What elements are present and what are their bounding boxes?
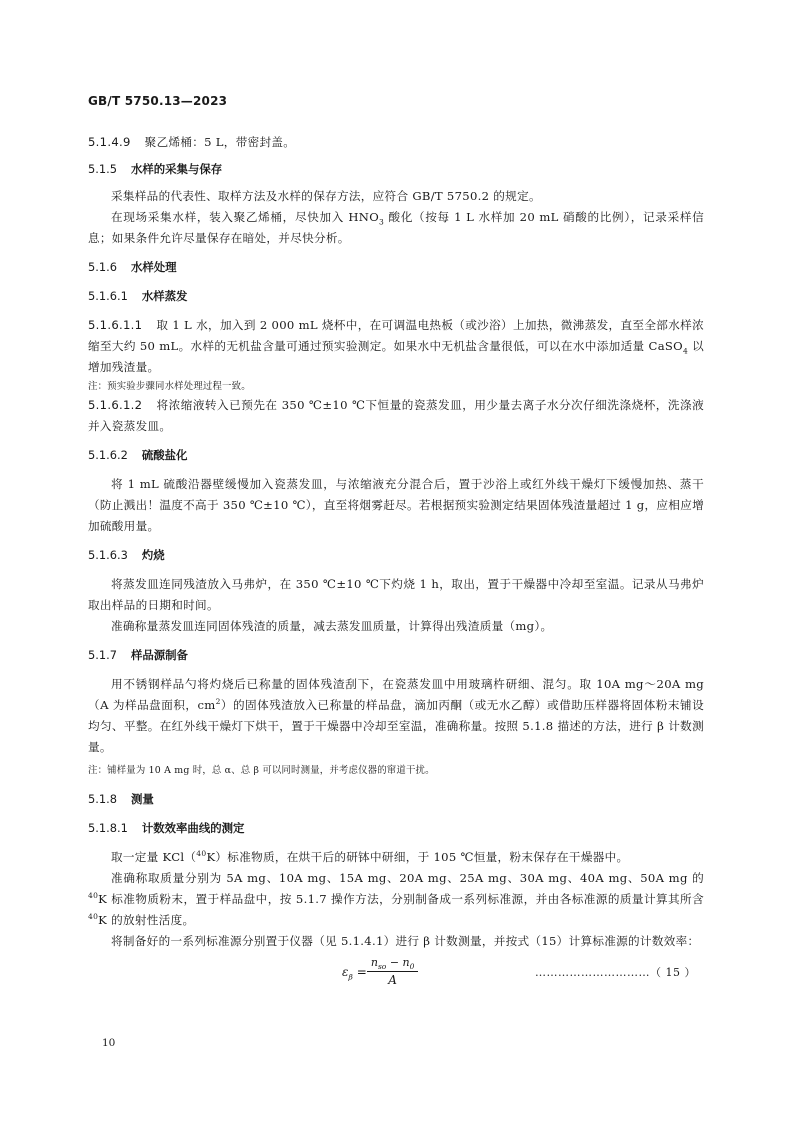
heading-number: 5.1.6	[88, 260, 117, 274]
paragraph	[88, 674, 704, 758]
subscript: 0	[409, 962, 415, 972]
superscript: 2	[215, 697, 221, 707]
heading-number: 5.1.8.1	[88, 821, 128, 835]
epsilon-symbol: ε	[342, 964, 349, 979]
text-run: ）的固体残渣放入已称量的样品盘，滴加丙酮（或无水乙醇）或借助压样器将固体粉末铺设均匀、平整。在红外线干燥灯下烘干，置于干燥器中冷却至室温，准确称量。按照 5.1.8 描述的方法，进行 β 计数测量。	[88, 698, 704, 754]
heading-5-1-5	[88, 159, 704, 180]
text-run: 取一定量 KCl（	[111, 850, 197, 864]
heading-number: 5.1.5	[88, 162, 117, 176]
heading-5-1-6	[88, 257, 704, 278]
paragraph	[88, 207, 704, 249]
clause-5-1-6-1-1	[88, 315, 704, 378]
clause-number: 5.1.6.1.2	[88, 398, 143, 412]
heading-number: 5.1.6.2	[88, 448, 128, 462]
formula-15	[88, 956, 704, 996]
heading-title: 水样的采集与保存	[130, 162, 223, 176]
clause-text: 将浓缩液转入已预先在 350 ℃±10 ℃下恒量的瓷蒸发皿，用少量去离子水分次仔细洗涤烧杯，洗涤液并入瓷蒸发皿。	[88, 398, 704, 433]
clause-5-1-4-9	[88, 132, 704, 153]
superscript: 40	[88, 912, 99, 922]
heading-5-1-6-3	[88, 545, 704, 566]
heading-title: 测量	[130, 792, 154, 806]
heading-title: 计数效率曲线的测定	[141, 821, 245, 835]
text-run: 以增加残渣量。	[88, 339, 704, 374]
fraction-denominator: A	[388, 973, 397, 987]
equation-number: …………………………（ 15 ）	[535, 966, 696, 979]
paragraph	[88, 868, 704, 931]
heading-title: 水样蒸发	[141, 289, 188, 303]
text-run: 准确称取质量分别为 5A mg、10A mg、15A mg、20A mg、25A mg、30A mg、40A mg、50A mg 的	[111, 871, 704, 885]
text-run: K 的放射性活度。	[98, 913, 195, 927]
superscript: 40	[196, 849, 207, 859]
heading-number: 5.1.6.1	[88, 289, 128, 303]
paragraph: 将制备好的一系列标准源分别置于仪器（见 5.1.4.1）进行 β 计数测量，并按式（15）计算标准源的计数效率：	[111, 934, 700, 948]
paragraph	[88, 847, 704, 868]
paragraph: 采集样品的代表性、取样方法及水样的保存方法，应符合 GB/T 5750.2 的规定。	[111, 189, 541, 203]
heading-number: 5.1.6.3	[88, 548, 128, 562]
clause-text: 聚乙烯桶：5 L，带密封盖。	[144, 135, 296, 149]
text-run: 酸化（按每 1 L 水样加 20 mL 硝酸的比例），记录采样信息；如果条件允许尽量保存在暗处，并尽快分析。	[88, 210, 704, 245]
heading-number: 5.1.7	[88, 648, 117, 662]
text-run: K）标准物质，在烘干后的研钵中研细，于 105 ℃恒量，粉末保存在干燥器中。	[206, 850, 629, 864]
text-run: 在现场采集水样，装入聚乙烯桶，尽快加入 HNO	[111, 210, 380, 224]
equals-sign: =	[356, 964, 367, 979]
text-run: 用不锈钢样品勺将灼烧后已称量的固体残渣刮下，在瓷蒸发皿中用玻璃杵研细、混匀。取 10A mg～20A mg（A 为样品盘面积，cm	[88, 677, 704, 712]
document-body	[88, 132, 704, 996]
paragraph: 将蒸发皿连同残渣放入马弗炉，在 350 ℃±10 ℃下灼烧 1 h，取出，置于干燥器中冷却至室温。记录从马弗炉取出样品的日期和时间。	[88, 577, 704, 612]
subscript: so	[377, 962, 387, 972]
heading-5-1-8-1	[88, 818, 704, 839]
formula-expression	[342, 956, 418, 987]
heading-title: 硫酸盐化	[141, 448, 188, 462]
paragraph: 准确称量蒸发皿连同固体残渣的质量，减去蒸发皿质量，计算得出残渣质量（mg）。	[111, 619, 553, 633]
note: 注：铺样量为 10 A mg 时，总 α、总 β 可以同时测量，并考虑仪器的窜道干扰。	[88, 765, 435, 776]
subscript: 3	[379, 217, 385, 227]
formula-lhs	[342, 965, 353, 979]
heading-5-1-6-2	[88, 445, 704, 466]
heading-number: 5.1.8	[88, 792, 117, 806]
page-number: 10	[102, 1037, 116, 1049]
note: 注：预实验步骤同水样处理过程一致。	[88, 381, 251, 392]
heading-5-1-8	[88, 789, 704, 810]
heading-title: 灼烧	[141, 548, 165, 562]
standard-code: GB/T 5750.13—2023	[88, 94, 228, 108]
clause-number: 5.1.4.9	[88, 135, 131, 149]
text-run: 取 1 L 水，加入到 2 000 mL 烧杯中，在可调温电热板（或沙浴）上加热，微沸蒸发，直至全部水样浓缩至大约 50 mL。水样的无机盐含量可通过预实验测定。如果水中无机盐含量很低，可以在水中添加适量 CaSO	[88, 318, 704, 353]
heading-5-1-6-1	[88, 286, 704, 307]
text-run: K 标准物质粉末，置于样品盘中，按 5.1.7 操作方法，分别制备成一系列标准源，并由各标准源的质量计算其所含	[98, 892, 704, 906]
heading-title: 水样处理	[130, 260, 177, 274]
heading-5-1-7	[88, 645, 704, 666]
clause-number: 5.1.6.1.1	[88, 318, 143, 332]
paragraph: 将 1 mL 硫酸沿器壁缓慢加入瓷蒸发皿，与浓缩液充分混合后，置于沙浴上或红外线干燥灯下缓慢加热、蒸干（防止溅出！温度不高于 350 ℃±10 ℃），直至将烟雾赶尽。若根据预实验测定结果固体残渣量超过 1 g，应相应增加硫酸用量。	[88, 477, 704, 533]
fraction-numerator	[367, 956, 419, 972]
variable: n	[370, 956, 378, 969]
fraction	[367, 956, 419, 987]
subscript: 4	[682, 346, 689, 356]
heading-title: 样品源制备	[130, 648, 188, 662]
minus-sign: −	[386, 956, 403, 969]
subscript: β	[348, 971, 353, 981]
superscript: 40	[88, 891, 99, 901]
variable: n	[402, 956, 410, 969]
clause-5-1-6-1-2	[88, 395, 704, 437]
